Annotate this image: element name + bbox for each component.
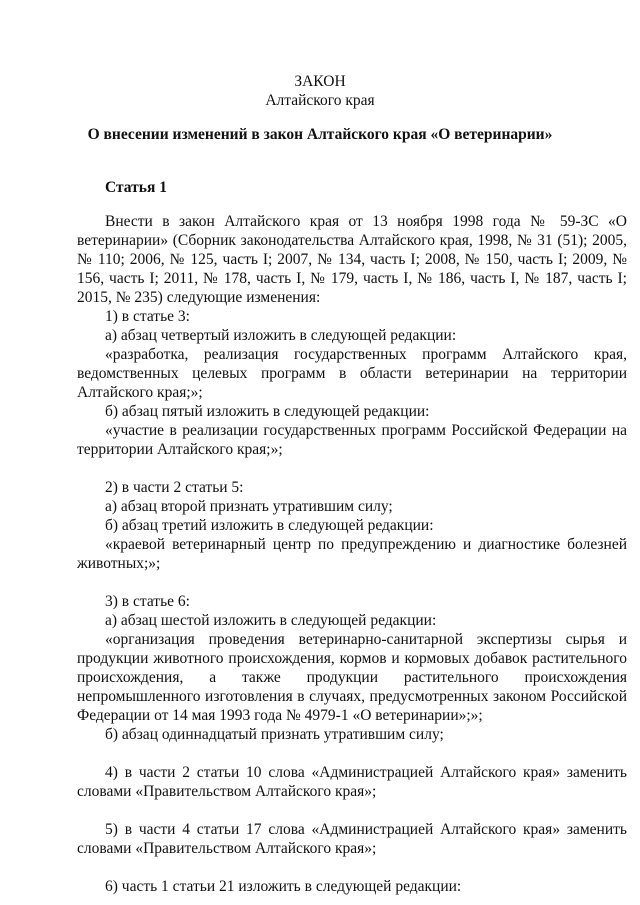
- paragraph-item: а) абзац второй признать утратившим силу;: [105, 498, 393, 515]
- spacer: [77, 459, 627, 478]
- paragraph-item: а) абзац шестой изложить в следующей редакции:: [105, 612, 437, 629]
- paragraph-quote: «краевой ветеринарный центр по предупреждению и диагностике болезней животных;»;: [77, 536, 627, 572]
- paragraph-item: 5) в части 4 статьи 17 слова «Администрацией Алтайского края» заменить словами «Правительством Алтайского края»;: [77, 821, 627, 857]
- spacer: [77, 573, 627, 592]
- article-title: Статья 1: [105, 179, 167, 196]
- spacer: [77, 744, 627, 763]
- paragraph-item: 3) в статье 6:: [105, 593, 190, 610]
- paragraph-item: 4) в части 2 статьи 10 слова «Администрацией Алтайского края» заменить словами «Правительством Алтайского края»;: [77, 764, 627, 800]
- paragraph-item: б) абзац третий изложить в следующей редакции:: [105, 517, 434, 534]
- document-body: [77, 212, 627, 896]
- paragraph-quote: «разработка, реализация государственных программ Алтайского края, ведомственных целевых программ в области ветеринарии на территории Алтайского края;»;: [77, 346, 627, 401]
- spacer: [77, 858, 627, 877]
- spacer: [77, 801, 627, 820]
- paragraph-quote: «организация проведения ветеринарно-санитарной экспертизы сырья и продукции животного происхождения, кормов и кормовых добавок растительного происхождения, а также продукции растительного происхождения непромышленного изготовления в случаях, предусмотренных законом Российской Федерации от 14 мая 1993 года № 4979-1 «О ветеринарии»;»;: [77, 631, 627, 724]
- document-subtitle: Алтайского края: [265, 92, 375, 109]
- paragraph-quote: «участие в реализации государственных программ Российской Федерации на территории Алтайского края;»;: [77, 422, 627, 458]
- paragraph-item: 1) в статье 3:: [105, 308, 190, 325]
- document-heading: О внесении изменений в закон Алтайского края «О ветеринарии»: [87, 126, 553, 143]
- document-title: ЗАКОН: [294, 73, 346, 90]
- paragraph-item: б) абзац одиннадцатый признать утратившим силу;: [105, 726, 444, 743]
- paragraph-item: 2) в части 2 статьи 5:: [105, 479, 244, 496]
- paragraph-item: а) абзац четвертый изложить в следующей редакции:: [105, 327, 457, 344]
- paragraph-item: б) абзац пятый изложить в следующей редакции:: [105, 403, 430, 420]
- paragraph-intro: Внести в закон Алтайского края от 13 ноября 1998 года № 59-ЗС «О ветеринарии» (Сборник законодательства Алтайского края, 1998, № 31 (51); 2005, № 110; 2006, № 125, часть I; 2007, № 134, часть I; 2008, № 150, часть I; 2009, № 156, часть I; 2011, № 178, часть I, № 179, часть I, № 186, часть I, № 187, часть I; 2015, № 235) следующие изменения:: [77, 213, 627, 306]
- paragraph-item: 6) часть 1 статьи 21 изложить в следующей редакции:: [105, 878, 462, 895]
